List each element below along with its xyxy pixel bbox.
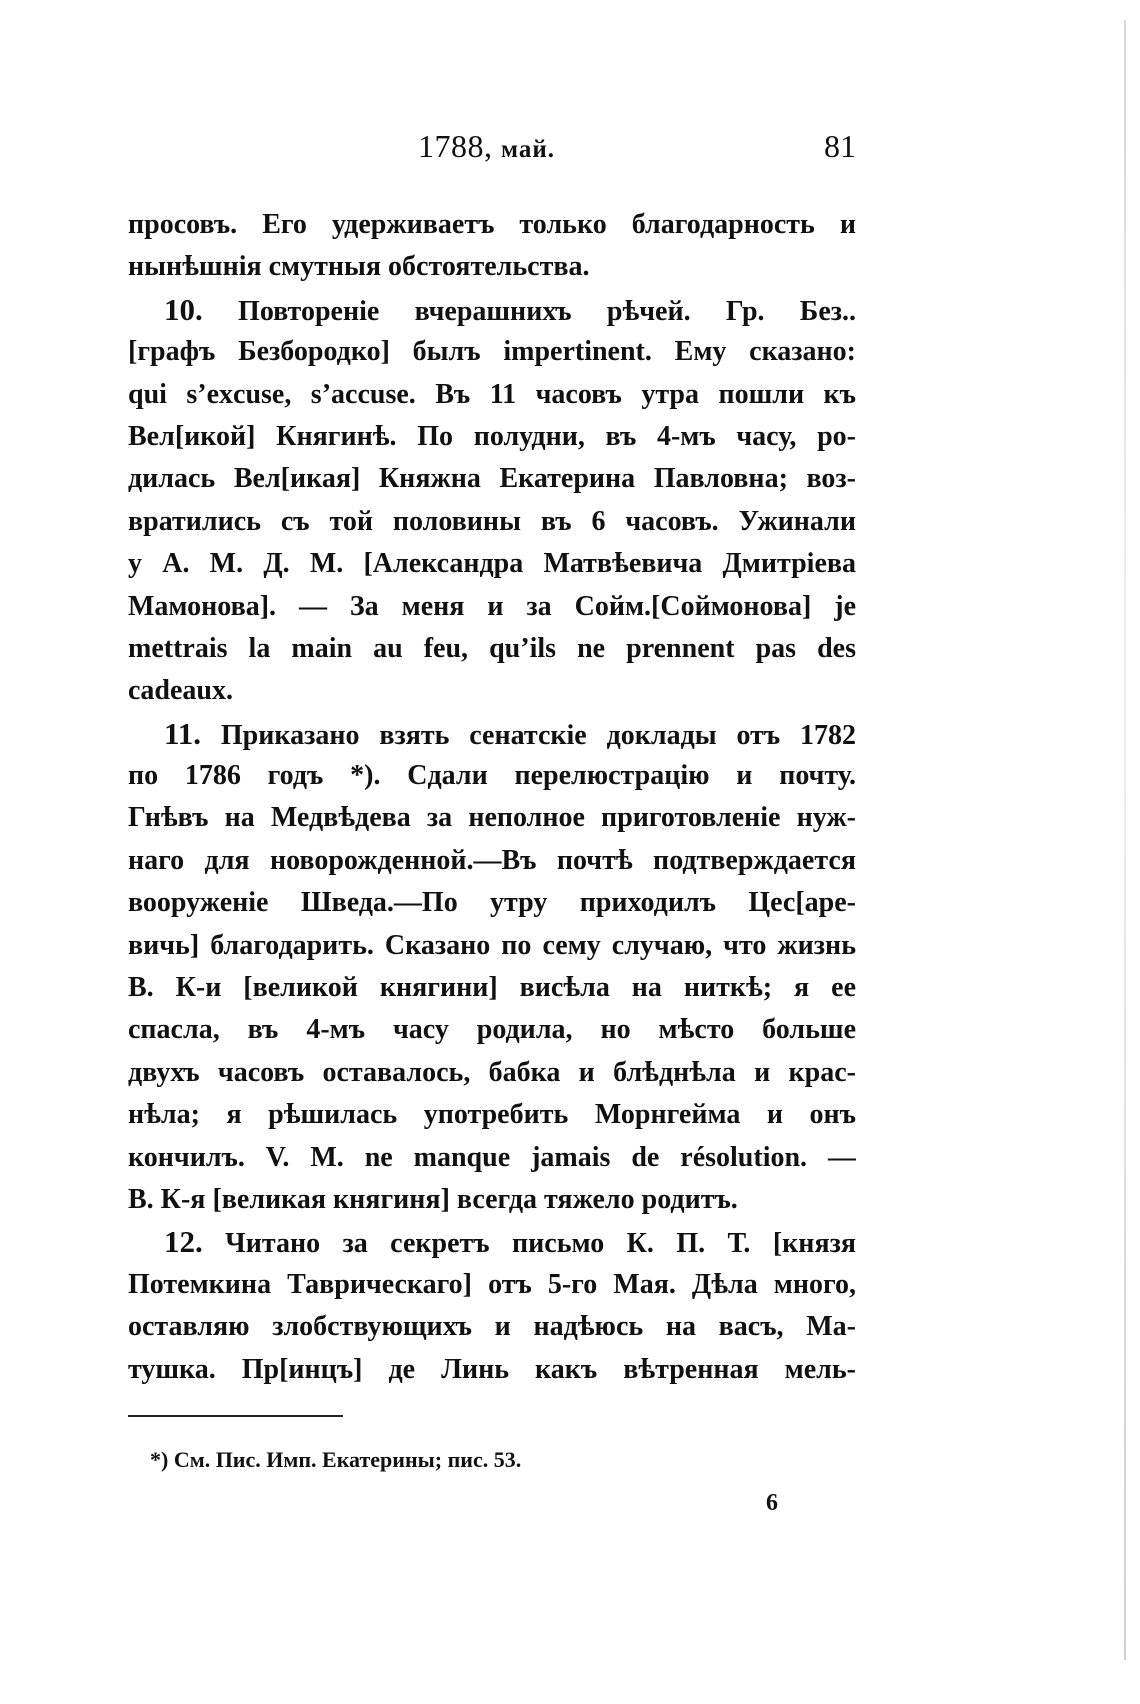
text-line: Гнѣвъ на Медвѣдева за неполное приготовленіе нуж-	[128, 802, 856, 834]
text-line: mettrais la main au feu, qu’ils ne prennent pas des	[128, 632, 856, 664]
text-line: кончилъ. V. M. ne manque jamais de résolution. —	[128, 1141, 856, 1173]
text-line: нынѣшнія смутныя обстоятельства.	[128, 251, 590, 283]
text-line: В. К-и [великой княгини] висѣла на ниткѣ; я ее	[128, 972, 856, 1004]
text-line: оставляю злобствующихъ и надѣюсь на васъ, Ма-	[128, 1311, 856, 1343]
text-line: Потемкина Таврическаго] отъ 5-го Мая. Дѣла много,	[128, 1268, 856, 1300]
text-line: наго для новорожденной.—Въ почтѣ подтверждается	[128, 844, 856, 876]
page-number: 81	[824, 128, 856, 164]
paragraph-number: 11.	[164, 715, 202, 751]
text-line: cadeaux.	[128, 675, 233, 707]
paragraph-number: 10.	[164, 291, 203, 327]
footnote: *) См. Пис. Имп. Екатерины; пис. 53.	[150, 1447, 522, 1472]
text-line: qui s’excuse, s’accuse. Въ 11 часовъ утра пошли къ	[128, 378, 856, 410]
text-line: В. К-я [великая княгиня] всегда тяжело родитъ.	[128, 1183, 738, 1215]
text-line: 12. Читано за секретъ письмо К. П. Т. [князя	[164, 1224, 856, 1260]
text-line: просовъ. Его удерживаетъ только благодарность и	[128, 209, 856, 240]
text-line: вооруженіе Шведа.—По утру приходилъ Цес[аре-	[128, 887, 856, 919]
text-line: по 1786 годъ *). Сдали перелюстрацію и почту.	[128, 760, 856, 792]
running-head	[418, 128, 555, 165]
text-line: спасла, въ 4-мъ часу родила, но мѣсто больше	[128, 1014, 856, 1046]
text-line: вичь] благодарить. Сказано по сему случаю, что жизнь	[128, 929, 856, 961]
header-month: май.	[501, 136, 556, 163]
footnote-rule	[128, 1415, 343, 1417]
text-line: 11. Приказано взять сенатскіе доклады отъ 1782	[164, 715, 856, 751]
text-line: [графъ Безбородко] былъ impertinent. Ему сказано:	[128, 336, 856, 368]
text-line: Вел[икой] Княгинѣ. По полудни, въ 4-мъ часу, ро-	[128, 420, 856, 452]
paragraph-number: 12.	[164, 1224, 203, 1260]
text-line: у А. М. Д. М. [Александра Матвѣевича Дмитріева	[128, 548, 856, 580]
text-line: нѣла; я рѣшилась употребить Морнгейма и онъ	[128, 1099, 856, 1131]
text-line: тушка. Пр[инцъ] де Линь какъ вѣтренная мель-	[128, 1353, 856, 1385]
header-year: 1788,	[418, 128, 493, 164]
text-line: Мамонова]. — За меня и за Сойм.[Соймонова] je	[128, 590, 856, 622]
text-line: дилась Вел[икая] Княжна Екатерина Павловна; воз-	[128, 463, 856, 495]
scan-edge-shadow	[1124, 20, 1126, 1660]
text-line: двухъ часовъ оставалось, бабка и блѣднѣла и крас-	[128, 1056, 856, 1088]
signature-mark: 6	[766, 1490, 778, 1516]
body-text	[128, 204, 856, 1391]
page-header	[128, 128, 856, 176]
text-line: вратились съ той половины въ 6 часовъ. Ужинали	[128, 505, 856, 537]
text-line: 10. Повтореніе вчерашнихъ рѣчей. Гр. Без..	[164, 291, 856, 327]
